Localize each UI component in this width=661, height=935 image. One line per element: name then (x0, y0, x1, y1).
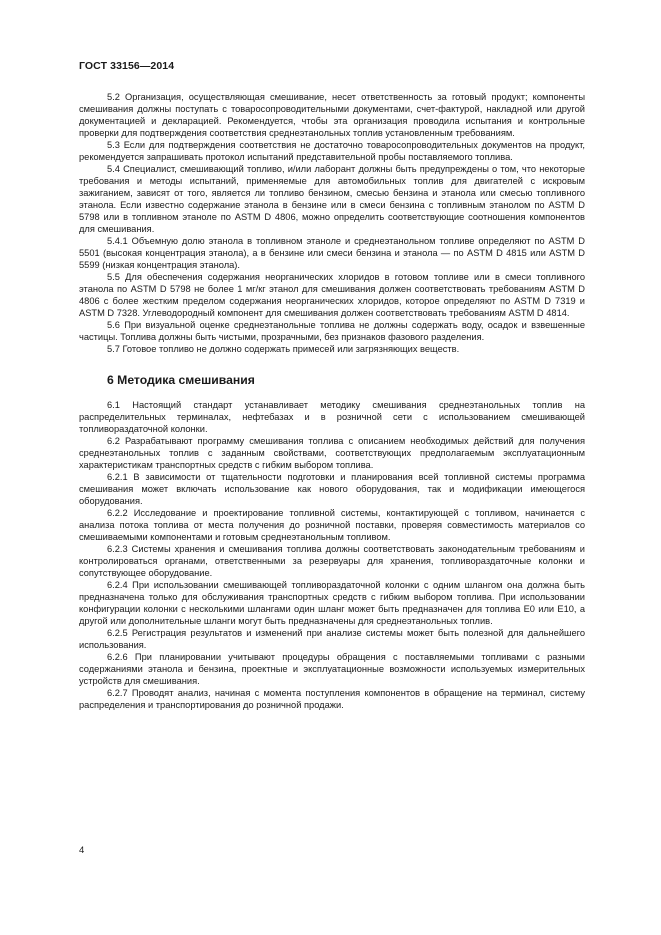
paragraph-6-2-6: 6.2.6 При планировании учитывают процедуры обращения с поставляемыми топливами с разными содержаниями этанола и бензина, проектные и эксплуатационные возможности используемых измерительных устройств для смешивания. (79, 652, 585, 686)
paragraph-6-2: 6.2 Разрабатывают программу смешивания топлива с описанием необходимых действий для получения среднеэтанольных топлив с заданным свойствами, соответствующих предполагаемым эксплуатационным характеристикам транспортных средств с гибким выбором топлива. (79, 436, 585, 470)
page-content (79, 91, 585, 711)
page-header: ГОСТ 33156—2014 (79, 60, 175, 72)
paragraph-5-4-1: 5.4.1 Объемную долю этанола в топливном этаноле и среднеэтанольном топливе определяют по ASTM D 5501 (высокая концентрация этанола), а в бензине или смеси бензина и этанола — по ASTM D 4815 или ASTM D 5599 (низкая концентрация этанола). (79, 236, 585, 270)
paragraph-5-4: 5.4 Специалист, смешивающий топливо, и/или лаборант должны быть предупреждены о том, что некоторые требования и методы испытаний, применяемые для автомобильных топлив для двигателей с искровым зажиганием, зависят от того, является ли топливо бензином, смесью бензина и этанола или смесью топливного этанола. Если известно содержание этанола в бензине или в смеси бензина с топливным этанолом по ASTM D 5798 или в топливном этаноле по ASTM D 4806, можно определить соответствующие соотношения компонентов для смешивания. (79, 164, 585, 234)
paragraph-6-2-2: 6.2.2 Исследование и проектирование топливной системы, контактирующей с топливом, начинается с анализа потока топлива от места получения до розничной поставки, проверяя совместимость материалов со смешиваемыми компонентами и готовым среднеэтанольным топливом. (79, 508, 585, 542)
paragraph-5-3: 5.3 Если для подтверждения соответствия не достаточно товаросопроводительных документов на продукт, рекомендуется запрашивать протокол испытаний представительной пробы поставляемого топлива. (79, 140, 585, 162)
page-number: 4 (79, 845, 85, 856)
paragraph-5-2: 5.2 Организация, осуществляющая смешивание, несет ответственность за готовый продукт; компоненты смешивания должны поступать с товаросопроводительными документами, счет-фактурой, накладной или другой документацией и декларацией. Рекомендуется, чтобы эта организация проводила испытания и контрольные проверки для подтверждения соответствия среднеэтанольных топлив установленным требованиям. (79, 92, 585, 138)
section-6-title: 6 Методика смешивания (107, 373, 255, 387)
paragraph-6-2-1: 6.2.1 В зависимости от тщательности подготовки и планирования всей топливной системы программа смешивания может включать использование как нового оборудования, так и модификации имеющегося оборудования. (79, 472, 585, 506)
paragraph-6-1: 6.1 Настоящий стандарт устанавливает методику смешивания среднеэтанольных топлив на распределительных терминалах, нефтебазах и в розничной сети с использованием смешивающей топливораздаточной колонки. (79, 400, 585, 434)
paragraph-5-6: 5.6 При визуальной оценке среднеэтанольные топлива не должны содержать воду, осадок и взвешенные частицы. Топлива должны быть чистыми, прозрачными, без признаков фазового разделения. (79, 320, 585, 342)
paragraph-6-2-3: 6.2.3 Системы хранения и смешивания топлива должны соответствовать законодательным требованиям и контролироваться органами, ответственными за резервуары для хранения, топливораздаточные колонки и сопутствующее оборудование. (79, 544, 585, 578)
paragraph-5-7: 5.7 Готовое топливо не должно содержать примесей или загрязняющих веществ. (107, 344, 460, 354)
paragraph-6-2-5: 6.2.5 Регистрация результатов и изменений при анализе системы может быть полезной для дальнейшего использования. (79, 628, 585, 650)
paragraph-5-5: 5.5 Для обеспечения содержания неорганических хлоридов в готовом топливе или в смеси топливного этанола по ASTM D 5798 не более 1 мг/кг этанол для смешивания должен соответствовать требованиям ASTM D 4806 с более жестким пределом содержания неорганических хлоридов, которое определяют по ASTM D 7319 и ASTM D 7328. Углеводородный компонент для смешивания должен соответствовать требованиям ASTM D 4814. (79, 272, 585, 318)
paragraph-6-2-7: 6.2.7 Проводят анализ, начиная с момента поступления компонентов в обращение на терминал, систему распределения и транспортирования до розничной продажи. (79, 688, 585, 710)
paragraph-6-2-4: 6.2.4 При использовании смешивающей топливораздаточной колонки с одним шлангом она должна быть предназначена только для обслуживания транспортных средств с гибким выбором топлива. При использовании конфигурации колонки с несколькими шлангами один шланг может быть предназначен для топлива Е0 или Е10, а другой или дополнительные шланги могут быть предназначены для среднеэтанольных топлив. (79, 580, 585, 626)
